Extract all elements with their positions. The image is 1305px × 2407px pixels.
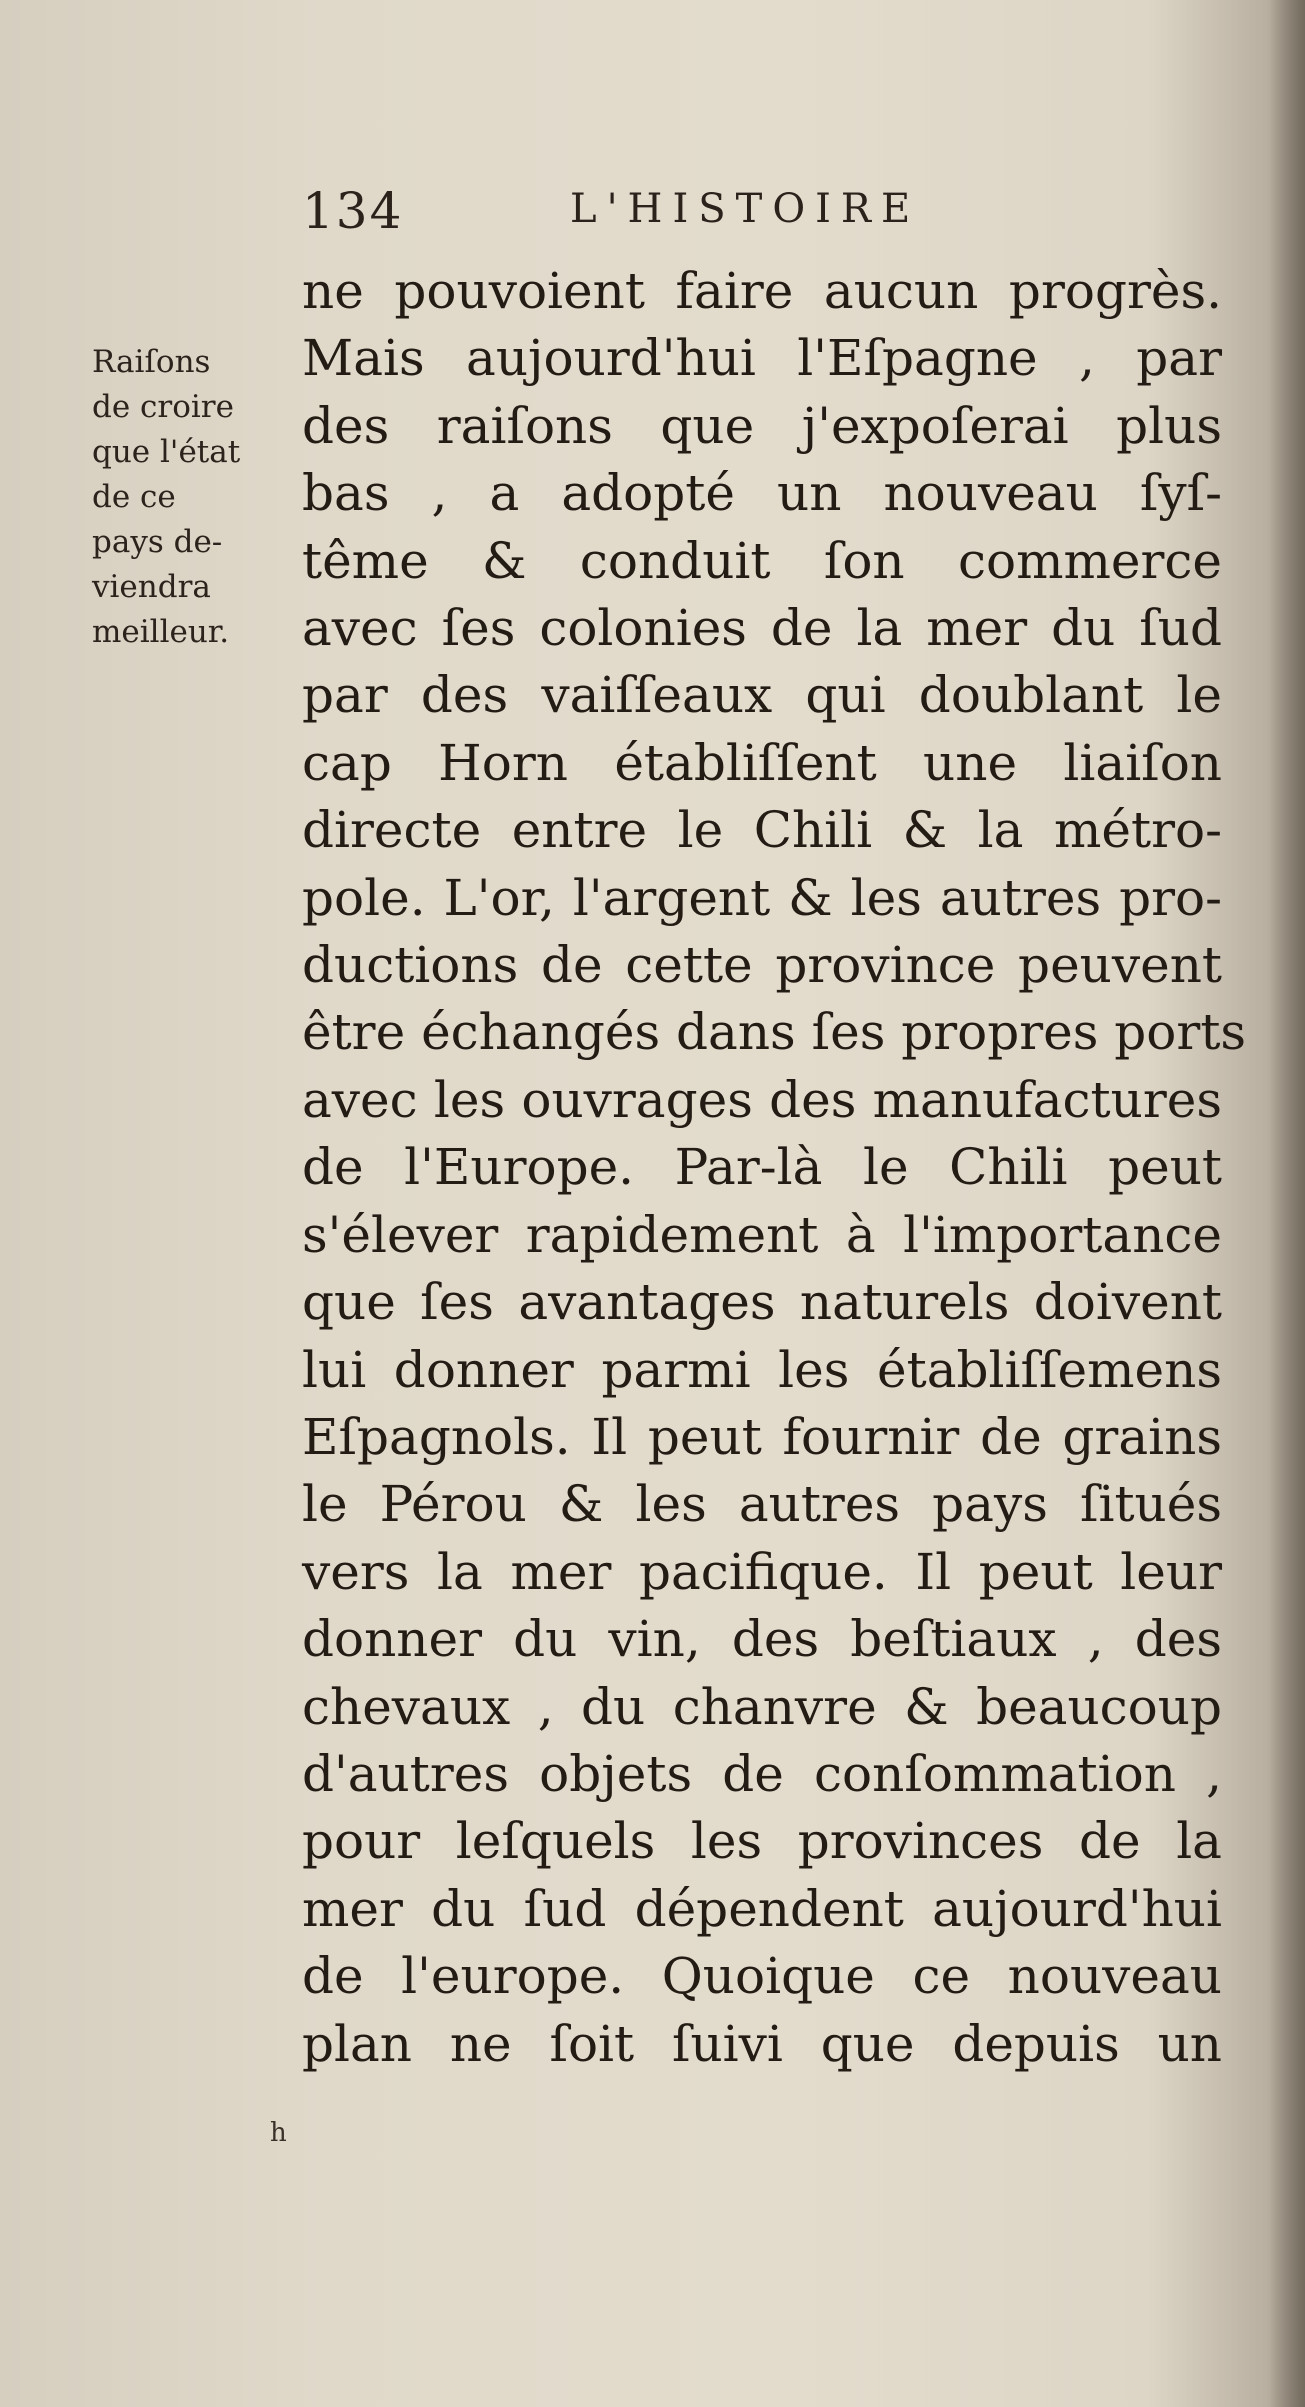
text-line: directe entre le Chili & la métro-	[302, 801, 1222, 860]
text-line: de l'Europe. Par-là le Chili peut	[302, 1138, 1222, 1197]
body-text	[302, 258, 1247, 2078]
text-line: pole. L'or, l'argent & les autres pro-	[302, 868, 1222, 927]
text-line: bas , a adopté un nouveau ſyſ-	[302, 464, 1222, 523]
text-line: chevaux , du chanvre & beaucoup	[302, 1677, 1222, 1736]
signature-mark: h	[270, 2118, 287, 2148]
text-line: cap Horn établiſſent une liaiſon	[302, 733, 1222, 792]
text-line: ne pouvoient faire aucun progrès.	[302, 262, 1222, 320]
text-line: pour leſquels les provinces de la	[302, 1812, 1222, 1871]
text-line: lui donner parmi les établiſſemens	[302, 1340, 1222, 1399]
margin-note-line: pays de-	[92, 524, 223, 560]
text-line: que ſes avantages naturels doivent	[302, 1273, 1222, 1332]
page-number: 134	[302, 182, 404, 240]
text-line: d'autres objets de conſommation ,	[302, 1744, 1222, 1803]
text-line: par des vaiſſeaux qui doublant le	[302, 666, 1222, 725]
running-title: L'HISTOIRE	[570, 186, 921, 232]
text-line: avec ſes colonies de la mer du ſud	[302, 599, 1222, 658]
margin-note-line: de ce	[92, 479, 176, 515]
margin-note	[92, 340, 300, 655]
text-line: des raiſons que j'expoſerai plus	[302, 396, 1222, 455]
text-line: mer du ſud dépendent aujourd'hui	[302, 1879, 1222, 1938]
text-line: Mais aujourd'hui l'Eſpagne , par	[302, 329, 1222, 388]
text-line: ductions de cette province peuvent	[302, 936, 1222, 995]
text-line: de l'europe. Quoique ce nouveau	[302, 1947, 1222, 2006]
margin-note-line: meilleur.	[92, 614, 230, 650]
text-line: tême & conduit ſon commerce	[302, 531, 1222, 590]
page-edge-shadow	[1269, 0, 1305, 2407]
text-line: le Pérou & les autres pays ſitués	[302, 1475, 1222, 1534]
margin-note-line: que l'état	[92, 434, 241, 470]
text-line: donner du vin, des beſtiaux , des	[302, 1610, 1222, 1669]
margin-note-line: Raiſons	[92, 344, 211, 380]
text-line: être échangés dans ſes propres ports	[302, 1003, 1247, 1062]
text-line: vers la mer pacifique. Il peut leur	[302, 1542, 1222, 1601]
text-line: s'élever rapidement à l'importance	[302, 1205, 1222, 1264]
margin-note-line: viendra	[92, 569, 211, 605]
text-line: Eſpagnols. Il peut fournir de grains	[302, 1407, 1222, 1466]
text-line: avec les ouvrages des manufactures	[302, 1070, 1222, 1129]
text-line: plan ne ſoit ſuivi que depuis un	[302, 2014, 1222, 2073]
margin-note-line: de croire	[92, 389, 234, 425]
running-head	[302, 182, 1002, 252]
